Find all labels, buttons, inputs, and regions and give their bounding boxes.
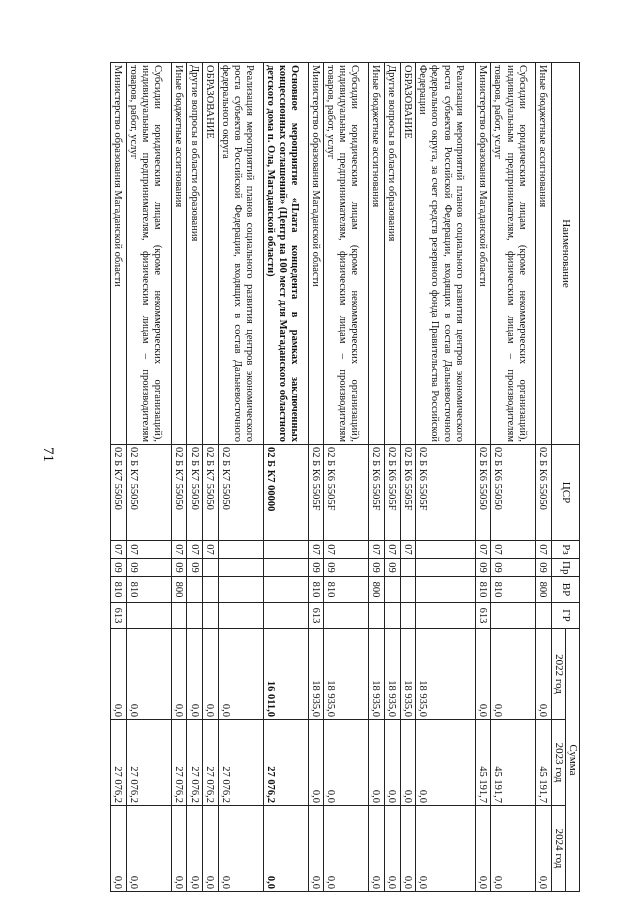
cell-2023: 0,0 — [384, 720, 400, 806]
cell-2022: 0,0 — [111, 629, 127, 720]
cell-2022: 0,0 — [203, 629, 219, 720]
cell-gr — [218, 603, 263, 629]
cell-2024: 0,0 — [111, 806, 127, 892]
header-pr: Пр — [552, 559, 580, 577]
table-row — [187, 63, 203, 892]
table-row — [126, 63, 171, 892]
cell-vr — [384, 577, 400, 603]
cell-vr: 800 — [536, 577, 552, 603]
cell-name: Министерство образования Магаданской области — [308, 63, 324, 445]
cell-rz: 07 — [369, 541, 385, 559]
cell-vr — [416, 577, 475, 603]
cell-name: ОБРАЗОВАНИЕ — [400, 63, 416, 445]
cell-2024: 0,0 — [491, 806, 536, 892]
cell-pr: 09 — [308, 559, 324, 577]
cell-pr — [218, 559, 263, 577]
cell-rz: 07 — [475, 541, 491, 559]
cell-rz: 07 — [111, 541, 127, 559]
table-row — [111, 63, 127, 892]
cell-csr: 02 Б К6 55050 — [475, 445, 491, 541]
cell-2022: 18 935,0 — [369, 629, 385, 720]
cell-csr: 02 Б К7 55050 — [126, 445, 171, 541]
cell-2022: 18 935,0 — [416, 629, 475, 720]
cell-2024: 0,0 — [324, 806, 369, 892]
cell-2022: 18 935,0 — [400, 629, 416, 720]
cell-2023: 0,0 — [400, 720, 416, 806]
cell-pr: 09 — [126, 559, 171, 577]
cell-rz: 07 — [203, 541, 219, 559]
cell-2022: 0,0 — [475, 629, 491, 720]
cell-gr: 613 — [475, 603, 491, 629]
header-rz: Рз — [552, 541, 580, 559]
cell-gr — [491, 603, 536, 629]
table-row — [416, 63, 475, 892]
header-sum: Сумма — [566, 629, 580, 892]
cell-csr: 02 Б К7 55050 — [203, 445, 219, 541]
table-body — [111, 63, 552, 892]
table-row — [171, 63, 187, 892]
cell-2023: 27 076,2 — [111, 720, 127, 806]
cell-2024: 0,0 — [475, 806, 491, 892]
cell-gr: 613 — [308, 603, 324, 629]
cell-gr — [416, 603, 475, 629]
cell-csr: 02 Б К6 5505F — [400, 445, 416, 541]
cell-gr — [369, 603, 385, 629]
cell-2024: 0,0 — [126, 806, 171, 892]
cell-rz: 07 — [308, 541, 324, 559]
cell-gr — [171, 603, 187, 629]
cell-rz — [263, 541, 308, 559]
rotated-table-container — [110, 62, 580, 891]
cell-2023: 27 076,2 — [218, 720, 263, 806]
cell-2022: 18 935,0 — [324, 629, 369, 720]
cell-rz: 07 — [171, 541, 187, 559]
cell-rz: 07 — [126, 541, 171, 559]
cell-vr — [218, 577, 263, 603]
cell-2023: 45 191,7 — [491, 720, 536, 806]
cell-csr: 02 Б К7 00000 — [263, 445, 308, 541]
cell-2024: 0,0 — [384, 806, 400, 892]
header-gr: ГР — [552, 603, 580, 629]
cell-2023: 27 076,2 — [203, 720, 219, 806]
cell-2023: 0,0 — [308, 720, 324, 806]
cell-name: Другие вопросы в области образования — [187, 63, 203, 445]
budget-table — [110, 62, 580, 892]
cell-csr: 02 Б К6 5505F — [384, 445, 400, 541]
cell-pr: 09 — [536, 559, 552, 577]
cell-2024: 0,0 — [369, 806, 385, 892]
cell-2024: 0,0 — [400, 806, 416, 892]
cell-rz — [416, 541, 475, 559]
cell-2023: 27 076,2 — [171, 720, 187, 806]
cell-name: Субсидии юридическим лицам (кроме некоммерческих организаций), индивидуальным предпринимателям, физическим лицам – производителям товаров, работ, услуг — [126, 63, 171, 445]
cell-csr: 02 Б К6 5505F — [308, 445, 324, 541]
cell-2022: 0,0 — [218, 629, 263, 720]
cell-2022: 0,0 — [126, 629, 171, 720]
cell-2023: 0,0 — [324, 720, 369, 806]
table-row — [475, 63, 491, 892]
cell-rz: 07 — [491, 541, 536, 559]
cell-rz: 07 — [384, 541, 400, 559]
table-row — [324, 63, 369, 892]
cell-pr — [400, 559, 416, 577]
cell-vr: 810 — [308, 577, 324, 603]
cell-2022: 0,0 — [536, 629, 552, 720]
cell-2024: 0,0 — [263, 806, 308, 892]
page-number: 71 — [40, 447, 56, 462]
cell-name: ОБРАЗОВАНИЕ — [203, 63, 219, 445]
table-row — [400, 63, 416, 892]
cell-vr — [400, 577, 416, 603]
cell-gr — [324, 603, 369, 629]
cell-name: Реализация мероприятий планов социального развития центров экономического роста субъектов Российской Федерации, входящих в состав Дальневосточного федерального округа — [218, 63, 263, 445]
cell-name: Субсидии юридическим лицам (кроме некоммерческих организаций), индивидуальным предпринимателям, физическим лицам – производителям товаров, работ, услуг — [491, 63, 536, 445]
cell-2024: 0,0 — [203, 806, 219, 892]
cell-2022: 16 011,0 — [263, 629, 308, 720]
cell-pr: 09 — [384, 559, 400, 577]
table-row — [218, 63, 263, 892]
header-csr: ЦСР — [552, 445, 580, 541]
cell-gr — [126, 603, 171, 629]
cell-rz: 07 — [187, 541, 203, 559]
table-row — [384, 63, 400, 892]
cell-gr: 613 — [111, 603, 127, 629]
cell-vr: 810 — [491, 577, 536, 603]
cell-2022: 0,0 — [171, 629, 187, 720]
cell-2022: 18 935,0 — [308, 629, 324, 720]
table-row — [203, 63, 219, 892]
cell-csr: 02 Б К6 5505F — [416, 445, 475, 541]
cell-csr: 02 Б К7 55050 — [111, 445, 127, 541]
cell-2023: 27 076,2 — [126, 720, 171, 806]
cell-2024: 0,0 — [536, 806, 552, 892]
cell-rz — [218, 541, 263, 559]
cell-vr — [263, 577, 308, 603]
cell-vr: 810 — [111, 577, 127, 603]
cell-name: Министерство образования Магаданской области — [475, 63, 491, 445]
cell-2023: 45 191,7 — [475, 720, 491, 806]
cell-2024: 0,0 — [416, 806, 475, 892]
table-row — [491, 63, 536, 892]
cell-name: Реализация мероприятий планов социального развития центров экономического роста субъектов Российской Федерации, входящих в состав Дальневосточного федерального округа, за счет средств резервного фонда Правительства Российской Федерации — [416, 63, 475, 445]
cell-gr — [203, 603, 219, 629]
cell-name: Основное мероприятие «Плата концедента в рамках заключенных концессионных соглашений» (Центр на 100 мест для Магаданского областного детского дома п. Ола, Магаданской области) — [263, 63, 308, 445]
cell-csr: 02 Б К7 55050 — [171, 445, 187, 541]
cell-rz: 07 — [400, 541, 416, 559]
table-row — [308, 63, 324, 892]
cell-csr: 02 Б К6 5505F — [324, 445, 369, 541]
cell-name: Другие вопросы в области образования — [384, 63, 400, 445]
table-row — [369, 63, 385, 892]
cell-vr: 810 — [126, 577, 171, 603]
cell-2023: 27 076,2 — [187, 720, 203, 806]
cell-pr — [416, 559, 475, 577]
cell-csr: 02 Б К7 55050 — [218, 445, 263, 541]
cell-2023: 0,0 — [416, 720, 475, 806]
cell-name: Иные бюджетные ассигнования — [369, 63, 385, 445]
header-2024: 2024 год — [552, 806, 566, 892]
cell-pr: 09 — [369, 559, 385, 577]
cell-gr — [187, 603, 203, 629]
cell-csr: 02 Б К6 5505F — [369, 445, 385, 541]
cell-vr: 810 — [475, 577, 491, 603]
cell-csr: 02 Б К6 55050 — [536, 445, 552, 541]
cell-csr: 02 Б К7 55050 — [187, 445, 203, 541]
cell-rz: 07 — [324, 541, 369, 559]
cell-2023: 0,0 — [369, 720, 385, 806]
cell-gr — [263, 603, 308, 629]
cell-2023: 27 076,2 — [263, 720, 308, 806]
cell-vr — [203, 577, 219, 603]
cell-2022: 0,0 — [187, 629, 203, 720]
cell-pr: 09 — [324, 559, 369, 577]
cell-gr — [400, 603, 416, 629]
cell-pr — [263, 559, 308, 577]
cell-pr: 09 — [187, 559, 203, 577]
cell-2024: 0,0 — [187, 806, 203, 892]
cell-vr — [187, 577, 203, 603]
cell-pr: 09 — [111, 559, 127, 577]
cell-vr: 810 — [324, 577, 369, 603]
header-name: Наименование — [552, 63, 580, 445]
cell-2023: 45 191,7 — [536, 720, 552, 806]
cell-2024: 0,0 — [218, 806, 263, 892]
cell-rz: 07 — [536, 541, 552, 559]
cell-pr: 09 — [491, 559, 536, 577]
cell-2024: 0,0 — [171, 806, 187, 892]
header-2022: 2022 год — [552, 629, 566, 720]
table-row — [263, 63, 308, 892]
cell-vr: 800 — [171, 577, 187, 603]
cell-csr: 02 Б К6 55050 — [491, 445, 536, 541]
cell-2024: 0,0 — [308, 806, 324, 892]
cell-2022: 0,0 — [491, 629, 536, 720]
cell-2022: 18 935,0 — [384, 629, 400, 720]
header-2023: 2023 год — [552, 720, 566, 806]
cell-gr — [536, 603, 552, 629]
cell-name: Иные бюджетные ассигнования — [171, 63, 187, 445]
cell-pr: 09 — [171, 559, 187, 577]
cell-name: Министерство образования Магаданской области — [111, 63, 127, 445]
cell-pr — [203, 559, 219, 577]
cell-gr — [384, 603, 400, 629]
cell-name: Иные бюджетные ассигнования — [536, 63, 552, 445]
cell-pr: 09 — [475, 559, 491, 577]
table-row — [536, 63, 552, 892]
cell-name: Субсидии юридическим лицам (кроме некоммерческих организаций), индивидуальным предпринимателям, физическим лицам – производителям товаров, работ, услуг — [324, 63, 369, 445]
header-vr: ВР — [552, 577, 580, 603]
cell-vr: 800 — [369, 577, 385, 603]
